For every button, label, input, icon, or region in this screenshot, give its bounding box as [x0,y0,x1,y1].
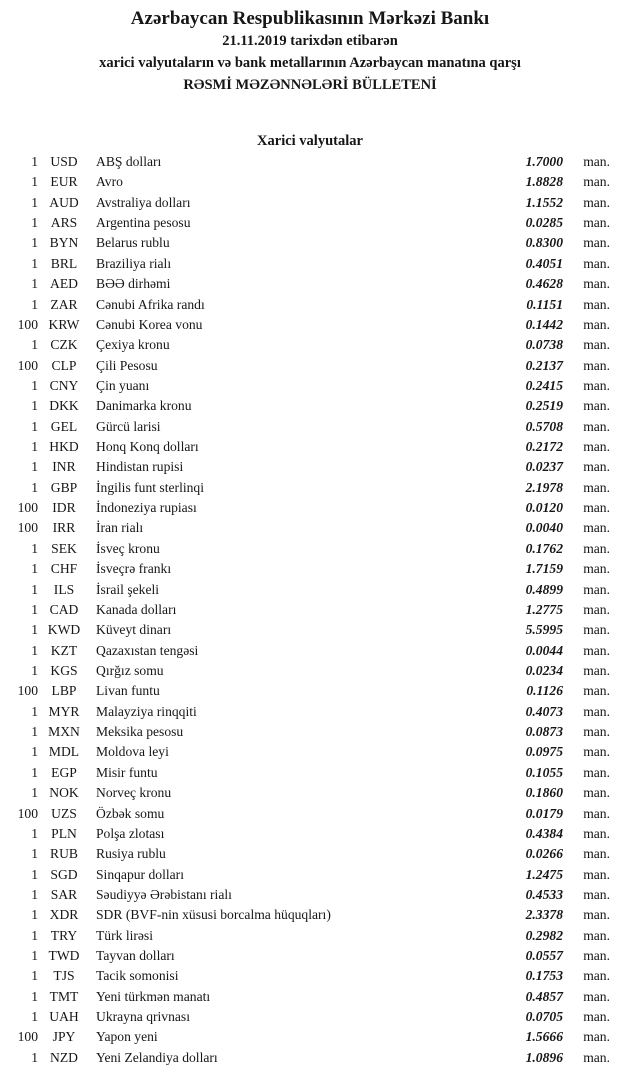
currency-rate: 0.2137 [525,357,563,373]
currency-quantity: 1 [31,785,38,801]
currency-name: Livan funtu [96,683,160,699]
currency-quantity: 1 [31,174,38,190]
currency-row [0,865,620,885]
currency-name: Braziliya rialı [96,255,172,271]
currency-unit: man. [583,907,610,923]
currency-rate: 0.0266 [525,846,563,862]
currency-unit: man. [583,540,610,556]
currency-quantity: 1 [31,948,38,964]
currency-code: KGS [50,662,78,678]
currency-quantity: 1 [31,194,38,210]
currency-row [0,437,620,457]
currency-quantity: 1 [31,154,38,169]
section-title-foreign-currencies: Xarici valyutalar [257,133,363,149]
bank-title: Azərbaycan Respublikasının Mərkəzi Bankı [130,8,490,29]
currency-name: Tacik somonisi [96,968,179,984]
currency-rate: 0.0285 [525,215,563,231]
currency-code: LBP [51,683,77,699]
currency-code: AUD [49,194,79,210]
currency-quantity: 1 [31,337,38,353]
currency-name: Argentina pesosu [96,215,191,231]
currency-quantity: 1 [31,825,38,841]
currency-unit: man. [583,927,610,943]
currency-rate: 1.7000 [525,154,563,169]
currency-name: Cənubi Afrika randı [96,296,205,312]
currency-name: SDR (BVF-nin xüsusi borcalma hüquqları) [96,907,331,923]
currency-quantity: 1 [31,479,38,495]
currency-rate: 0.4384 [525,825,563,841]
currency-rate: 0.1126 [526,683,563,699]
currency-name: Misir funtu [96,764,158,780]
currency-quantity: 1 [31,703,38,719]
currency-unit: man. [583,601,610,617]
currency-rate: 0.4899 [525,581,563,597]
currency-unit: man. [583,764,610,780]
currency-code: CNY [49,377,79,393]
currency-code: HKD [49,439,79,455]
currency-rate: 0.4857 [525,988,563,1004]
currency-name: Ukrayna qrivnası [96,1009,190,1025]
currency-quantity: 1 [31,439,38,455]
currency-name: Avstraliya dolları [96,194,191,210]
currency-unit: man. [583,174,610,190]
currency-row [0,274,620,294]
currency-rate: 1.0896 [525,1049,563,1065]
currency-rate: 0.0234 [525,662,563,678]
currency-quantity: 1 [31,724,38,740]
currency-row [0,783,620,803]
currency-rate: 0.2415 [525,377,563,393]
currency-name: Yeni Zelandiya dolları [96,1049,218,1065]
currency-rate: 0.1860 [525,785,563,801]
currency-quantity: 1 [31,581,38,597]
currency-row [0,905,620,925]
currency-rate: 0.2172 [525,439,563,455]
currency-quantity: 1 [31,540,38,556]
currency-name: Meksika pesosu [96,724,184,740]
currency-row [0,1007,620,1027]
currency-row [0,376,620,396]
currency-code: KZT [50,642,78,658]
currency-name: Hindistan rupisi [96,459,184,475]
currency-code: KWD [47,622,81,638]
currency-name: Sinqapur dolları [96,866,184,882]
currency-code: IRR [52,520,76,536]
currency-unit: man. [583,561,610,577]
currency-quantity: 1 [31,418,38,434]
currency-quantity: 1 [31,255,38,271]
currency-name: Belarus rublu [96,235,170,251]
currency-row [0,559,620,579]
currency-code: MDL [48,744,80,760]
currency-unit: man. [583,785,610,801]
currency-name: Moldova leyi [96,744,169,760]
currency-code: PLN [51,825,77,841]
currency-unit: man. [583,255,610,271]
currency-quantity: 1 [31,622,38,638]
currency-code: GBP [50,479,78,495]
currency-rate-table [0,152,620,1068]
currency-row [0,254,620,274]
currency-name: Avro [96,174,123,190]
currency-rate: 1.1552 [525,194,563,210]
effective-date-line: 21.11.2019 tarixdən etibarən [222,33,398,49]
currency-unit: man. [583,154,610,169]
currency-code: GEL [50,418,78,434]
currency-row [0,335,620,355]
currency-row [0,213,620,233]
currency-unit: man. [583,296,610,312]
currency-name: Norveç kronu [96,785,172,801]
currency-row [0,396,620,416]
currency-name: Qırğız somu [96,662,164,678]
currency-quantity: 1 [31,561,38,577]
currency-unit: man. [583,520,610,536]
currency-quantity: 1 [31,601,38,617]
currency-row [0,722,620,742]
currency-code: SEK [51,540,77,556]
currency-name: İngilis funt sterlinqi [96,479,204,495]
currency-quantity: 1 [31,968,38,984]
currency-name: İndoneziya rupiası [96,500,197,516]
currency-quantity: 1 [31,642,38,658]
currency-quantity: 100 [17,316,38,332]
currency-row [0,824,620,844]
currency-unit: man. [583,805,610,821]
currency-quantity: 1 [31,398,38,414]
currency-name: Danimarka kronu [96,398,192,414]
currency-name: Malayziya rinqqiti [96,703,197,719]
currency-row [0,315,620,335]
currency-rate: 0.1055 [525,764,563,780]
currency-row [0,295,620,315]
currency-quantity: 100 [17,357,38,373]
currency-rate: 0.0975 [525,744,563,760]
currency-row [0,946,620,966]
currency-unit: man. [583,622,610,638]
currency-code: ARS [50,215,78,231]
currency-unit: man. [583,235,610,251]
currency-code: BYN [49,235,79,251]
currency-rate: 0.1762 [525,540,563,556]
currency-unit: man. [583,377,610,393]
currency-code: MYR [48,703,80,719]
currency-rate: 0.8300 [525,235,563,251]
currency-row [0,172,620,192]
currency-row [0,193,620,213]
currency-code: UZS [51,805,77,821]
currency-rate: 0.4073 [525,703,563,719]
currency-unit: man. [583,968,610,984]
currency-row [0,457,620,477]
currency-rate: 0.2982 [525,927,563,943]
currency-unit: man. [583,439,610,455]
currency-quantity: 1 [31,988,38,1004]
currency-row [0,763,620,783]
currency-quantity: 1 [31,1009,38,1025]
currency-unit: man. [583,724,610,740]
currency-name: Yeni türkmən manatı [96,988,211,1004]
currency-quantity: 1 [31,459,38,475]
currency-name: Çexiya kronu [96,337,170,353]
currency-unit: man. [583,459,610,475]
currency-code: SGD [50,866,78,882]
currency-quantity: 1 [31,846,38,862]
currency-rate: 1.5666 [525,1029,563,1045]
currency-code: IDR [52,500,76,516]
currency-quantity: 100 [17,1029,38,1045]
currency-name: Çin yuanı [96,377,150,393]
currency-quantity: 1 [31,235,38,251]
currency-code: TWD [48,948,80,964]
currency-quantity: 1 [31,907,38,923]
currency-name: Özbək somu [96,805,165,821]
currency-row [0,966,620,986]
currency-code: SAR [50,886,78,902]
currency-quantity: 1 [31,296,38,312]
currency-row [0,600,620,620]
currency-unit: man. [583,744,610,760]
currency-unit: man. [583,418,610,434]
currency-rate: 0.1442 [525,316,563,332]
currency-rate: 2.1978 [525,479,563,495]
currency-name: Cənubi Korea vonu [96,316,203,332]
currency-name: Qazaxıstan tengəsi [96,642,199,658]
currency-row [0,417,620,437]
bulletin-title-line: RƏSMİ MƏZƏNNƏLƏRİ BÜLLETENİ [183,77,437,93]
currency-unit: man. [583,662,610,678]
currency-code: XDR [49,907,79,923]
currency-rate: 5.5995 [525,622,563,638]
currency-code: TJS [53,968,75,984]
currency-code: TRY [50,927,78,943]
currency-rate: 1.8828 [525,174,563,190]
currency-code: UAH [49,1009,79,1025]
currency-rate: 0.0044 [525,642,563,658]
currency-code: AED [50,276,78,292]
currency-name: İran rialı [96,520,144,536]
currency-rate: 1.7159 [525,561,563,577]
currency-name: Polşa zlotası [96,825,165,841]
currency-quantity: 1 [31,866,38,882]
currency-quantity: 1 [31,744,38,760]
currency-unit: man. [583,683,610,699]
currency-rate: 0.4533 [525,886,563,902]
currency-quantity: 100 [17,520,38,536]
currency-unit: man. [583,337,610,353]
currency-unit: man. [583,846,610,862]
currency-row [0,498,620,518]
currency-rate: 0.0738 [525,337,563,353]
currency-code: CAD [49,601,79,617]
currency-rate: 0.2519 [525,398,563,414]
currency-unit: man. [583,703,610,719]
currency-row [0,518,620,538]
currency-code: MXN [48,724,80,740]
currency-code: ZAR [50,296,78,312]
currency-name: Gürcü larisi [96,418,161,434]
currency-row [0,1027,620,1047]
currency-rate: 0.0120 [525,500,563,516]
currency-row [0,844,620,864]
currency-name: Çili Pesosu [96,357,158,373]
currency-row [0,742,620,762]
currency-row [0,885,620,905]
currency-name: İsveç kronu [96,540,160,556]
currency-quantity: 100 [17,805,38,821]
currency-quantity: 1 [31,215,38,231]
currency-name: Tayvan dolları [96,948,175,964]
currency-row [0,152,620,172]
currency-unit: man. [583,398,610,414]
currency-name: Səudiyyə Ərəbistanı rialı [96,886,232,902]
currency-unit: man. [583,988,610,1004]
currency-rate: 0.1151 [526,296,563,312]
currency-unit: man. [583,948,610,964]
currency-unit: man. [583,316,610,332]
currency-rate: 0.0873 [525,724,563,740]
currency-rate: 1.2475 [525,866,563,882]
currency-name: Kanada dolları [96,601,177,617]
currency-row [0,478,620,498]
currency-code: CHF [50,561,78,577]
currency-quantity: 1 [31,662,38,678]
document-header [0,0,620,96]
currency-code: JPY [52,1029,76,1045]
currency-row [0,804,620,824]
currency-rate: 0.0179 [525,805,563,821]
currency-name: İsveçrə frankı [96,561,172,577]
currency-unit: man. [583,886,610,902]
currency-unit: man. [583,215,610,231]
currency-code: RUB [50,846,78,862]
currency-code: CZK [50,337,78,353]
currency-rate: 0.5708 [525,418,563,434]
currency-unit: man. [583,825,610,841]
currency-code: EUR [50,174,78,190]
currency-row [0,1048,620,1068]
currency-unit: man. [583,642,610,658]
currency-row [0,539,620,559]
currency-row [0,356,620,376]
currency-rate: 1.2775 [525,601,563,617]
currency-unit: man. [583,194,610,210]
currency-unit: man. [583,276,610,292]
currency-rate: 0.0040 [525,520,563,536]
currency-code: CLP [51,357,77,373]
currency-row [0,641,620,661]
currency-name: ABŞ dolları [96,154,162,169]
currency-unit: man. [583,1049,610,1065]
currency-quantity: 1 [31,1049,38,1065]
currency-name: Honq Konq dolları [96,439,199,455]
currency-name: BƏƏ dirhəmi [96,276,171,292]
currency-code: USD [50,154,78,169]
currency-quantity: 1 [31,764,38,780]
currency-code: NZD [50,1049,78,1065]
currency-unit: man. [583,866,610,882]
subtitle-line: xarici valyutaların və bank metallarının Azərbaycan manatına qarşı [99,55,521,71]
currency-row [0,661,620,681]
currency-quantity: 100 [17,683,38,699]
currency-quantity: 1 [31,886,38,902]
currency-code: INR [52,459,76,475]
currency-code: DKK [49,398,79,414]
currency-unit: man. [583,1029,610,1045]
currency-quantity: 1 [31,276,38,292]
currency-rate: 0.4628 [525,276,563,292]
currency-name: Türk lirəsi [96,927,154,943]
currency-quantity: 100 [17,500,38,516]
currency-name: Rusiya rublu [96,846,166,862]
currency-rate: 0.0557 [525,948,563,964]
currency-row [0,926,620,946]
currency-row [0,702,620,722]
currency-quantity: 1 [31,377,38,393]
currency-code: EGP [51,764,77,780]
currency-row [0,620,620,640]
currency-unit: man. [583,500,610,516]
currency-code: KRW [48,316,80,332]
currency-name: Yapon yeni [96,1029,158,1045]
currency-row [0,233,620,253]
currency-code: NOK [49,785,79,801]
currency-rate: 2.3378 [525,907,563,923]
currency-code: ILS [53,581,75,597]
currency-code: BRL [50,255,78,271]
currency-unit: man. [583,581,610,597]
currency-rate: 0.0705 [525,1009,563,1025]
currency-row [0,580,620,600]
currency-name: Küveyt dinarı [96,622,172,638]
currency-row [0,681,620,701]
currency-rate: 0.1753 [525,968,563,984]
currency-code: TMT [49,988,79,1004]
currency-unit: man. [583,357,610,373]
currency-row [0,987,620,1007]
currency-rate: 0.4051 [525,255,563,271]
currency-quantity: 1 [31,927,38,943]
currency-unit: man. [583,479,610,495]
currency-rate: 0.0237 [525,459,563,475]
currency-name: İsrail şekeli [96,581,160,597]
currency-unit: man. [583,1009,610,1025]
